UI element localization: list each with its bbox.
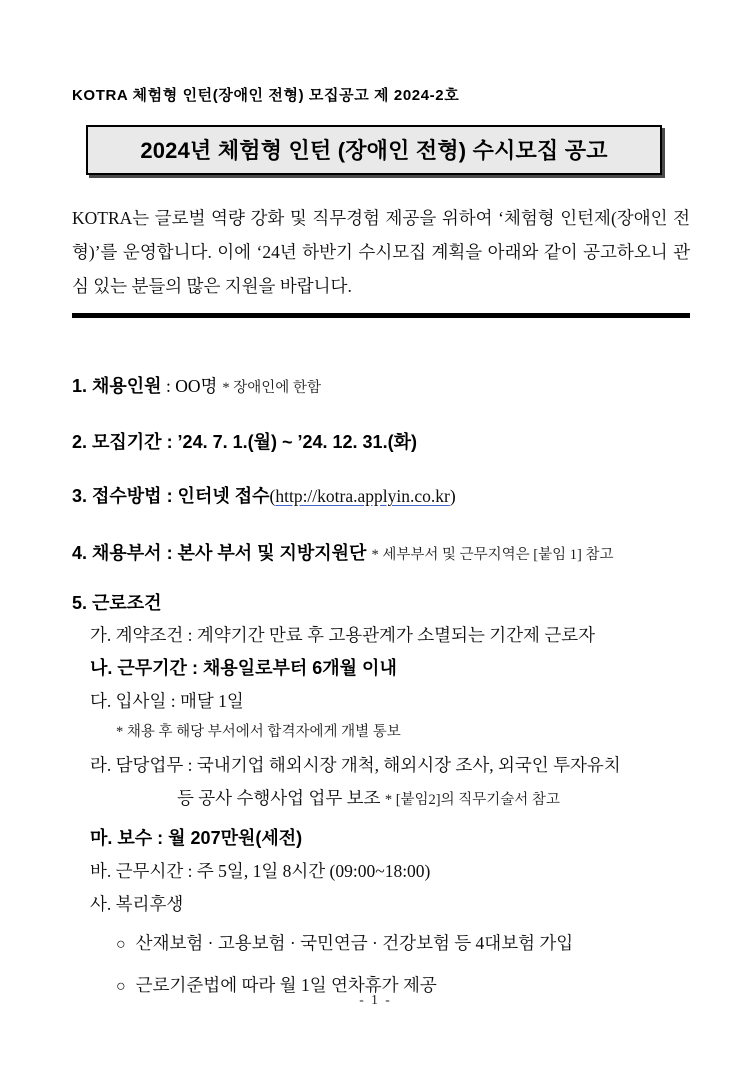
- condition-welfare-heading: 사. 복리후생: [90, 894, 184, 914]
- condition-pay: 마. 보수 : 월 207만원(세전): [90, 828, 303, 848]
- paren-open: (: [269, 486, 276, 506]
- items-list: [72, 374, 690, 999]
- item-hire-count-value: OO명: [175, 376, 218, 396]
- item-work-conditions: [72, 591, 690, 615]
- item-hire-count-note: * 장애인에 한함: [222, 380, 321, 396]
- item-department-heading: 4. 채용부서 : 본사 부서 및 지방지원단: [72, 543, 367, 563]
- circle-bullet-icon: ○: [116, 936, 126, 953]
- condition-contract: 가. 계약조건 : 계약기간 만료 후 고용관계가 소멸되는 기간제 근로자: [90, 625, 596, 645]
- condition-duties-line1: 라. 담당업무 : 국내기업 해외시장 개척, 해외시장 조사, 외국인 투자유치: [90, 755, 621, 775]
- doc-number-line: KOTRA 체험형 인턴(장애인 전형) 모집공고 제 2024-2호: [72, 87, 460, 104]
- item-period-heading: 2. 모집기간 : ’24. 7. 1.(월) ~ ’24. 12. 31.(화): [72, 432, 417, 452]
- item-department: [72, 541, 690, 567]
- page-title: 2024년 체험형 인턴 (장애인 전형) 수시모집 공고: [140, 138, 608, 163]
- welfare-leave-text: 근로기준법에 따라 월 1일 연차휴가 제공: [135, 975, 437, 995]
- condition-duties-line2: [177, 786, 690, 812]
- circle-bullet-icon: ○: [116, 978, 126, 995]
- apply-url-link[interactable]: http://kotra.applyin.co.kr: [275, 486, 450, 506]
- page-number: - 1 -: [359, 992, 392, 1007]
- intro-paragraph: KOTRA는 글로벌 역량 강화 및 직무경험 제공을 위하여 ‘체험형 인턴제(장애인 전형)’를 운영합니다. 이에 ‘24년 하반기 수시모집 계획을 아래와 같이 공고하오니 관심 있는 분들의 많은 지원을 바랍니다.: [72, 208, 690, 296]
- item-conditions-heading: 5. 근로조건: [72, 593, 162, 613]
- document-page: [72, 0, 690, 1015]
- condition-start-date: 다. 입사일 : 매달 1일: [90, 691, 244, 711]
- item-hire-count-sep: :: [161, 376, 176, 396]
- paren-close: ): [449, 486, 456, 506]
- condition-work-hours: 바. 근무시간 : 주 5일, 1일 8시간 (09:00~18:00): [90, 861, 431, 881]
- condition-start-date-note: * 채용 후 해당 부서에서 합격자에게 개별 통보: [116, 724, 401, 740]
- title-box: [86, 125, 662, 175]
- condition-duties-line2-text: 등 공사 수행사업 업무 보조: [177, 788, 385, 808]
- item-apply-heading: 3. 접수방법 : 인터넷 접수: [72, 486, 270, 506]
- item-apply-method: [72, 484, 690, 508]
- item-period: [72, 430, 690, 454]
- welfare-item-insurance: [116, 931, 690, 957]
- welfare-insurance-text: 산재보험 · 고용보험 · 국민연금 · 건강보험 등 4대보험 가입: [135, 933, 574, 953]
- condition-work-period: 나. 근무기간 : 채용일로부터 6개월 이내: [90, 658, 397, 678]
- condition-duties-note: * [붙임2]의 직무기술서 참고: [384, 792, 560, 808]
- section-divider-rule: [72, 313, 690, 318]
- item-hire-count-heading: 1. 채용인원: [72, 376, 162, 396]
- item-hire-count: [72, 374, 690, 400]
- item-department-note: * 세부부서 및 근무지역은 [붙임 1] 참고: [371, 547, 614, 563]
